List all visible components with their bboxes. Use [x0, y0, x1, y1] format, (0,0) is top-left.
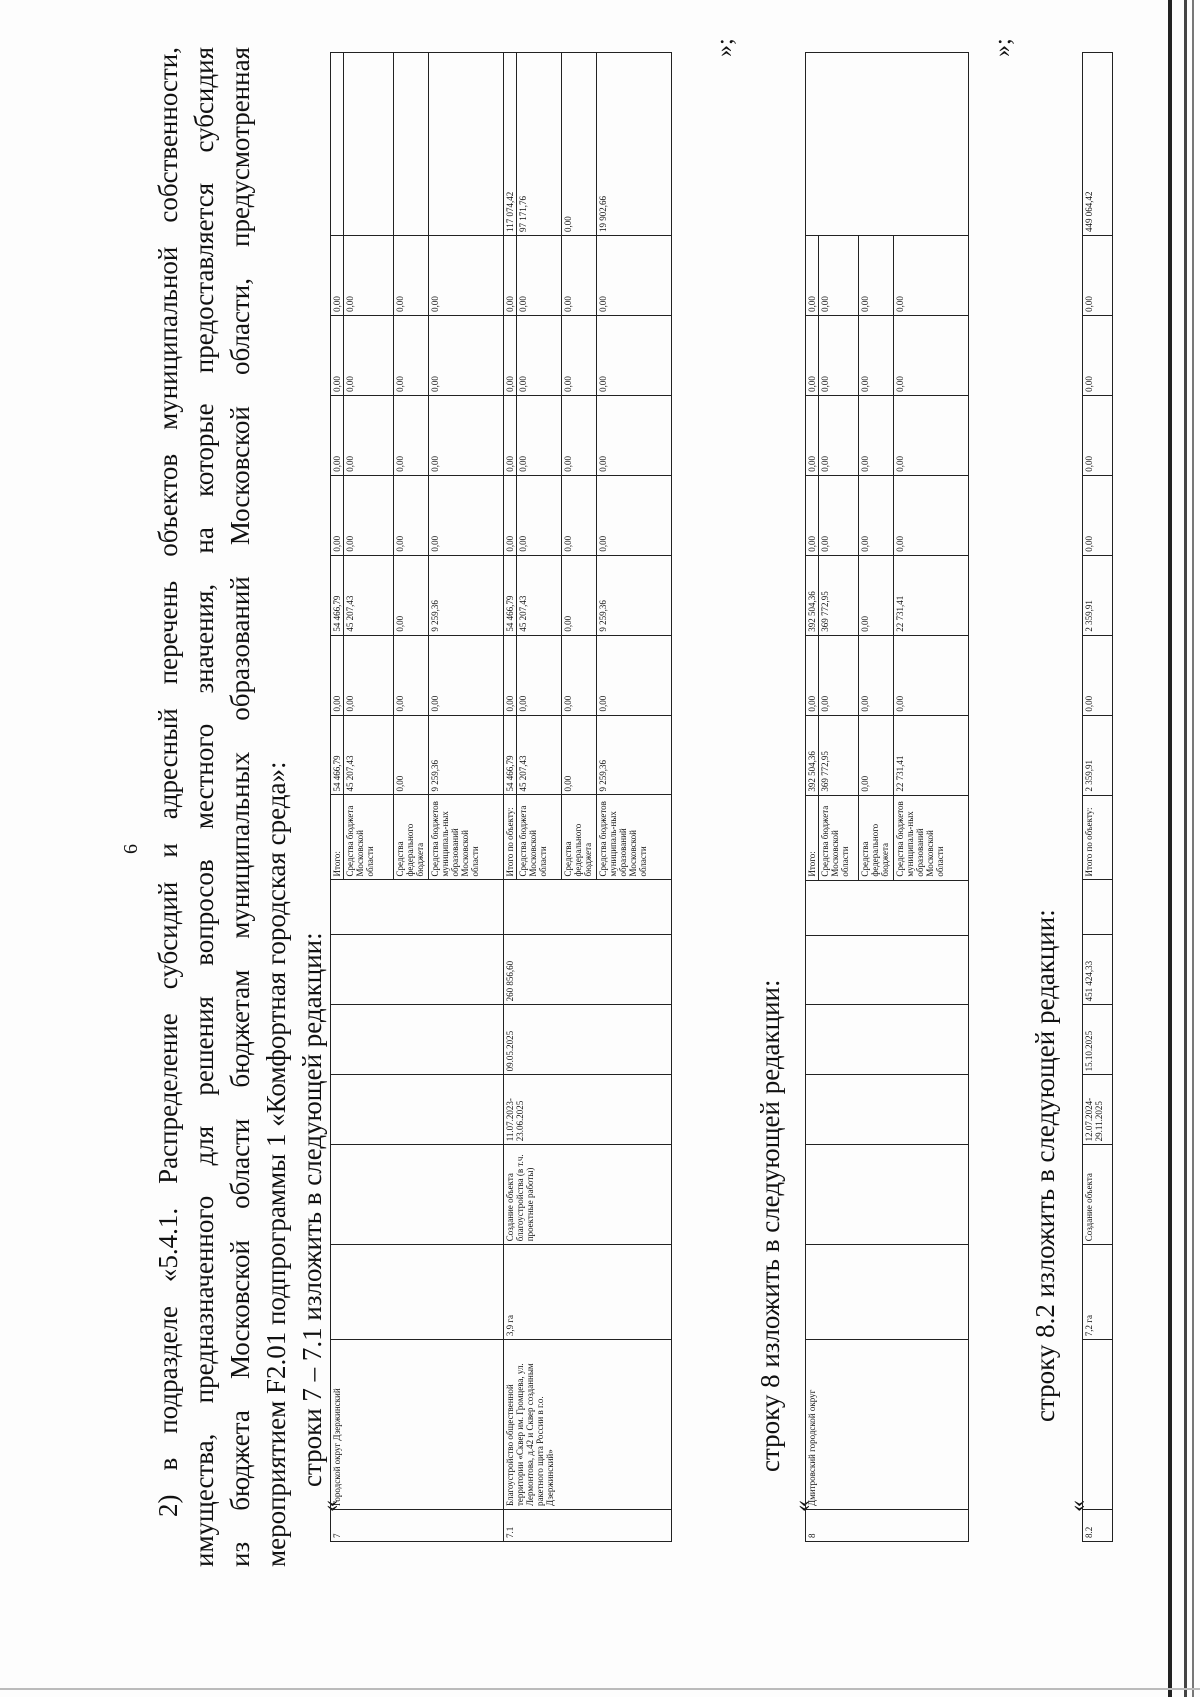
- cell-value: 0,00: [504, 395, 517, 475]
- page-number: 6: [120, 844, 142, 854]
- period: 12.07.2024-29.11.2025: [1083, 1075, 1113, 1145]
- funding-label: Средства бюджетов муниципаль-ных образований Московской области: [429, 795, 504, 880]
- cell-total: 392 504,36: [806, 715, 819, 795]
- cell-value: 0,00: [597, 475, 672, 555]
- cell-value: 0,00: [1083, 315, 1113, 395]
- funding-label: Средства бюджета Московской области: [517, 795, 562, 880]
- cell-value: 0,00: [344, 315, 394, 395]
- intro-paragraph: [150, 47, 330, 1567]
- cell-value: 0,00: [331, 635, 344, 715]
- cell-value: 0,00: [504, 235, 517, 315]
- table-row-8: [805, 52, 969, 1542]
- cell-value: 54 466,79: [331, 555, 344, 635]
- cell-value: 0,00: [806, 315, 819, 395]
- row-name: Благоустройство общественной территории «Сквер им. Громцева, ул. Лермонтова, д.42 и Сквер созданным ракетного щита России в г.о. Дзержинский»: [504, 1340, 672, 1510]
- funding-label: Средства федерального бюджета: [562, 795, 597, 880]
- cell-value: 0,00: [859, 635, 894, 715]
- table-row: [504, 53, 517, 1542]
- cell-last: [331, 53, 344, 236]
- capacity: 3,9 га: [504, 1245, 672, 1340]
- cell-value: 0,00: [344, 395, 394, 475]
- cell-total: 0,00: [859, 715, 894, 795]
- cell-value: 9 259,36: [429, 555, 504, 635]
- cell-value: 0,00: [517, 475, 562, 555]
- cell-value: 369 772,95: [819, 555, 859, 635]
- cell-total: 54 466,79: [331, 715, 344, 795]
- cell-value: 0,00: [504, 475, 517, 555]
- cell-value: 0,00: [394, 235, 429, 315]
- funding-label: Средства федерального бюджета: [394, 795, 429, 880]
- row-number: 8.2: [1083, 1510, 1113, 1542]
- open-quote: «: [1065, 1500, 1091, 1512]
- cell-value: 0,00: [517, 635, 562, 715]
- cell-last: [344, 53, 394, 236]
- funding-label: Итого:: [331, 795, 344, 880]
- cell-total: 369 772,95: [819, 715, 859, 795]
- cell-value: 0,00: [429, 235, 504, 315]
- caption-row-8-2: строку 8.2 изложить в следующей редакции:: [1030, 909, 1060, 1422]
- cost: 451 424,33: [1083, 935, 1113, 1005]
- cell-value: 0,00: [597, 395, 672, 475]
- cell-total: 22 731,41: [894, 715, 969, 795]
- open-date: 15.10.2025: [1083, 1005, 1113, 1075]
- close-quote: »;: [712, 38, 738, 57]
- row-number: 7: [331, 1510, 504, 1542]
- cell-value: 0,00: [597, 315, 672, 395]
- cell-value: 0,00: [819, 395, 859, 475]
- cell-value: 0,00: [859, 555, 894, 635]
- cell-value: 0,00: [894, 475, 969, 555]
- cell-value: 0,00: [806, 235, 819, 315]
- cell-total: 0,00: [562, 715, 597, 795]
- cell-value: 0,00: [344, 635, 394, 715]
- cell-last: 19 902,66: [597, 53, 672, 236]
- cell-last: [429, 53, 504, 236]
- cell-last: [394, 53, 429, 236]
- cell-value: 0,00: [331, 235, 344, 315]
- cell-value: 0,00: [504, 635, 517, 715]
- cell-value: 0,00: [344, 235, 394, 315]
- cell-value: 45 207,43: [517, 555, 562, 635]
- intro-line-5: строки 7 – 7.1 изложить в следующей редакции:: [297, 932, 327, 1487]
- intro-line-1: 2) в подразделе «5.4.1. Распределение субсидий и адресный перечень объектов муниципальной собственности,: [153, 47, 183, 1517]
- cell-value: 0,00: [429, 475, 504, 555]
- cell-value: 0,00: [562, 635, 597, 715]
- cell-value: 0,00: [394, 475, 429, 555]
- cell-value: 0,00: [859, 395, 894, 475]
- period: 11.07.2023-23.06.2025: [504, 1075, 672, 1145]
- cell-value: 0,00: [331, 475, 344, 555]
- cell-value: 0,00: [819, 635, 859, 715]
- cell-total: 2 359,91: [1083, 715, 1113, 795]
- open-date: 09.05.2025: [504, 1005, 672, 1075]
- cell-value: 0,00: [597, 635, 672, 715]
- open-quote: «: [790, 1500, 816, 1512]
- cell-value: 54 466,79: [504, 555, 517, 635]
- work-type: Создание объекта: [1083, 1145, 1113, 1245]
- cell-value: 0,00: [504, 315, 517, 395]
- cell-value: 0,00: [331, 315, 344, 395]
- cell-value: 2 359,91: [1083, 555, 1113, 635]
- cell-value: 0,00: [331, 395, 344, 475]
- cell-value: 0,00: [859, 235, 894, 315]
- cell-value: 0,00: [894, 235, 969, 315]
- funding-label: Средства федерального бюджета: [859, 795, 894, 880]
- row-number: 7.1: [504, 1510, 672, 1542]
- cell-value: 0,00: [517, 315, 562, 395]
- row-number: 8: [806, 1510, 969, 1542]
- table-row: [331, 53, 344, 1542]
- cell-value: 0,00: [562, 315, 597, 395]
- cell-total: 9 259,36: [429, 715, 504, 795]
- cell-value: 0,00: [562, 395, 597, 475]
- close-quote: »;: [990, 38, 1016, 57]
- cell-value: 0,00: [394, 635, 429, 715]
- cell-value: 0,00: [394, 395, 429, 475]
- cell-value: 0,00: [1083, 235, 1113, 315]
- cell-last: 117 074,42: [504, 53, 517, 236]
- cell-value: 0,00: [344, 475, 394, 555]
- open-quote: «: [318, 1500, 344, 1512]
- funding-label: Средства бюджетов муниципаль-ных образований Московской области: [894, 795, 969, 880]
- cell-value: 0,00: [1083, 395, 1113, 475]
- cell-value: 9 259,36: [597, 555, 672, 635]
- cell-value: 0,00: [394, 315, 429, 395]
- row-name: Дмитровский городской округ: [806, 1340, 969, 1510]
- intro-line-4: мероприятием F2.01 подпрограммы 1 «Комфортная городская среда»:: [261, 761, 291, 1567]
- cost: 260 856,60: [504, 935, 672, 1005]
- cell-value: 0,00: [894, 395, 969, 475]
- cell-value: 0,00: [806, 475, 819, 555]
- cell-value: 0,00: [819, 315, 859, 395]
- caption-row-8: строку 8 изложить в следующей редакции:: [755, 979, 785, 1472]
- cell-value: 22 731,41: [894, 555, 969, 635]
- cell-value: 0,00: [562, 555, 597, 635]
- cell-value: 0,00: [562, 235, 597, 315]
- cell-value: 0,00: [597, 235, 672, 315]
- cell-value: 0,00: [806, 635, 819, 715]
- table-rows-7-7-1: [330, 52, 672, 1542]
- cell-total: 0,00: [394, 715, 429, 795]
- cell-total: 45 207,43: [344, 715, 394, 795]
- cell-value: 0,00: [1083, 635, 1113, 715]
- cell-last: 449 064,42: [1083, 53, 1113, 236]
- cell-value: 0,00: [562, 475, 597, 555]
- intro-line-2: имущества, предназначенного для решения вопросов местного значения, на которые предоставляется субсидия: [189, 47, 219, 1567]
- cell-value: 0,00: [894, 315, 969, 395]
- row-name: Городской округ Дзержинский: [331, 1340, 504, 1510]
- cell-value: 0,00: [429, 315, 504, 395]
- cell-value: 0,00: [517, 395, 562, 475]
- cell-value: 0,00: [806, 395, 819, 475]
- cell-value: 0,00: [429, 395, 504, 475]
- cell-value: 392 504,36: [806, 555, 819, 635]
- capacity: 7,2 га: [1083, 1245, 1113, 1340]
- intro-line-3: из бюджета Московской области бюджетам муниципальных образований Московской области, предусмотренная: [225, 47, 255, 1567]
- cell-total: 9 259,36: [597, 715, 672, 795]
- cell-last: 97 171,76: [517, 53, 562, 236]
- cell-value: 0,00: [894, 635, 969, 715]
- cell-last: 0,00: [562, 53, 597, 236]
- funding-label: Итого по объекту:: [1083, 795, 1113, 880]
- funding-label: Средства бюджета Московской области: [344, 795, 394, 880]
- table-row: [806, 53, 819, 1542]
- funding-label: Итого по объекту:: [504, 795, 517, 880]
- cell-total: 54 466,79: [504, 715, 517, 795]
- work-type: Создание объекта благоустройства (в т.ч. проектные работы): [504, 1145, 672, 1245]
- cell-value: 0,00: [429, 635, 504, 715]
- table-row-8-2: [1082, 52, 1113, 1542]
- cell-value: 0,00: [819, 235, 859, 315]
- funding-label: Средства бюджета Московской области: [819, 795, 859, 880]
- cell-value: 0,00: [859, 475, 894, 555]
- funding-label: Средства бюджетов муниципаль-ных образований Московской области: [597, 795, 672, 880]
- cell-value: 0,00: [517, 235, 562, 315]
- cell-value: 0,00: [819, 475, 859, 555]
- cell-value: 0,00: [859, 315, 894, 395]
- cell-value: 45 207,43: [344, 555, 394, 635]
- cell-value: 0,00: [1083, 475, 1113, 555]
- table-row: [1083, 53, 1113, 1542]
- funding-label: Итого:: [806, 795, 819, 880]
- cell-total: 45 207,43: [517, 715, 562, 795]
- cell-value: 0,00: [394, 555, 429, 635]
